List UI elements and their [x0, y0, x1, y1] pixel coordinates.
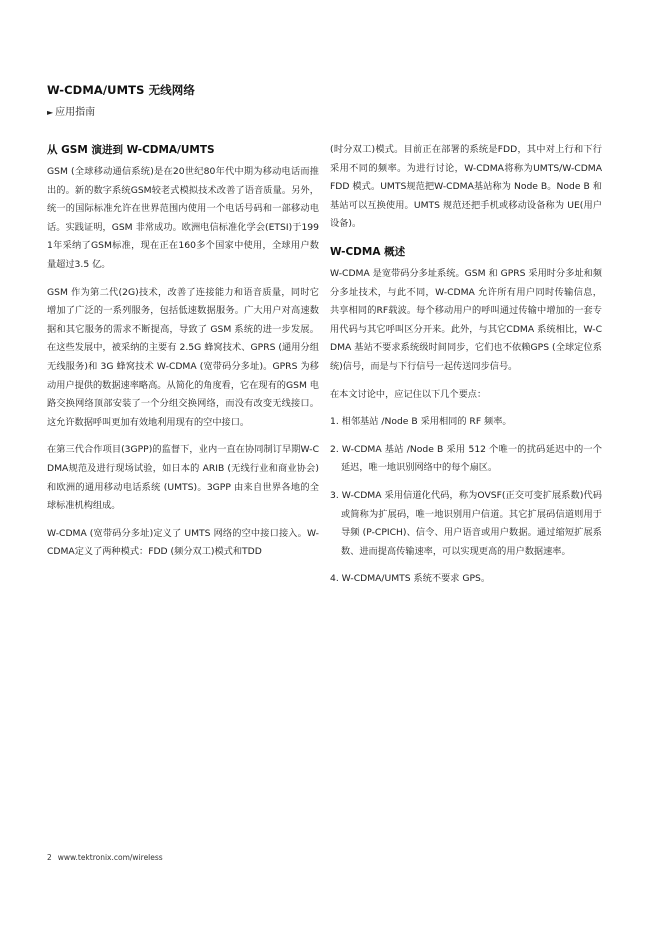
section-heading-overview: W-CDMA 概述 — [330, 245, 406, 258]
list-item: 2. W-CDMA 基站 /Node B 采用 512 个唯一的扰码延迟中的一个延迟，唯一地识别网络中的每个扇区。 — [330, 443, 602, 474]
paragraph: W-CDMA (宽带码分多址)定义了 UMTS 网络的空中接口接入。W-CDMA定义了两种模式：FDD (频分双工)模式和TDD — [47, 527, 319, 558]
list-item: 1. 相邻基站 /Node B 采用相同的 RF 频率。 — [330, 416, 512, 428]
section-heading-evolution: 从 GSM 演进到 W-CDMA/UMTS — [47, 144, 215, 156]
triangle-bullet-icon: ► — [47, 108, 54, 117]
paragraph: GSM 作为第二代(2G)技术，改善了连接能力和语音质量，同时它增加了广泛的一系列服务，包括低速数据服务。广大用户对高速数据和其它服务的需求不断提高，导致了 GSM 系统的进一步发展。在这些发展中，被采纳的主要有 2.5G 蜂窝技术、GPRS (通用分组无线服务)和 3G 蜂窝技术 W-CDMA (宽带码分多址)。GPRS 为移动用户提供的数据速率略高。从简化的角度看，它在现有的GSM 电路交换网络顶部安装了一个分组交换网络，而没有改变无线接口。这允许数据呼叫更加有效地利用现有的空中接口。 — [47, 286, 319, 428]
paragraph: W-CDMA 是宽带码分多址系统。GSM 和 GPRS 采用时分多址和频分多址技术，与此不同，W-CDMA 允许所有用户同时传输信息，共享相同的RF载波。每个移动用户的呼叫通过传输中增加的一套专用代码与其它呼叫区分开来。此外，与其它CDMA 系统相比，W-CDMA 基站不要求系统级时间同步，它们也不依赖GPS (全球定位系统)信号，而是与下行信号一起传送同步信号。 — [330, 267, 602, 372]
paragraph: (时分双工)模式。目前正在部署的系统是FDD，其中对上行和下行采用不同的频率。为进行讨论，W-CDMA将称为UMTS/W-CDMA FDD 模式。UMTS规范把W-CDMA基站称为 Node B。Node B 和基站可以互换使用。UMTS 规范还把手机或移动设备称为 UE(用户设备)。 — [330, 144, 602, 230]
paragraph: 在第三代合作项目(3GPP)的监督下，业内一直在协同制订早期W-CDMA规范及进行现场试验，如日本的 ARIB (无线行业和商业协会) 和欧洲的通用移动电话系统 (UMTS)。3GPP 由来自世界各地的全球标准机构组成。 — [47, 444, 319, 512]
paragraph: GSM (全球移动通信系统)是在20世纪80年代中期为移动电话而推出的。新的数字系统GSM较老式模拟技术改善了语音质量。另外，统一的国际标准允许在世界范围内使用一个电话号码和一部移动电话。实践证明，GSM 非常成功。欧洲电信标准化学会(ETSI)于1991年采纳了GSM标准，现在正在160多个国家中使用，全球用户数量超过3.5 亿。 — [47, 166, 319, 270]
page-footer — [47, 853, 163, 862]
document-subtitle — [47, 103, 195, 118]
paragraph: 在本文讨论中，应记住以下几个要点： — [330, 388, 487, 400]
list-item: 3. W-CDMA 采用信道化代码，称为OVSF(正交可变扩展系数)代码或简称为扩展码，唯一地识别用户信道。其它扩展码信道则用于导频 (P-CPICH)、信令、用户语音或用户数据。通过缩短扩展系数、进而提高传输速率，可以实现更高的用户数据速率。 — [330, 489, 602, 557]
key-points-list — [330, 413, 602, 589]
footer-url: www.tektronix.com/wireless — [57, 853, 163, 862]
document-title: W-CDMA/UMTS 无线网络 — [47, 83, 195, 97]
right-column — [330, 141, 602, 598]
document-header — [47, 82, 195, 118]
subtitle-text: 应用指南 — [55, 107, 96, 118]
page-number: 2 — [47, 853, 52, 862]
left-column — [47, 141, 319, 571]
list-item: 4. W-CDMA/UMTS 系统不要求 GPS。 — [330, 573, 491, 585]
